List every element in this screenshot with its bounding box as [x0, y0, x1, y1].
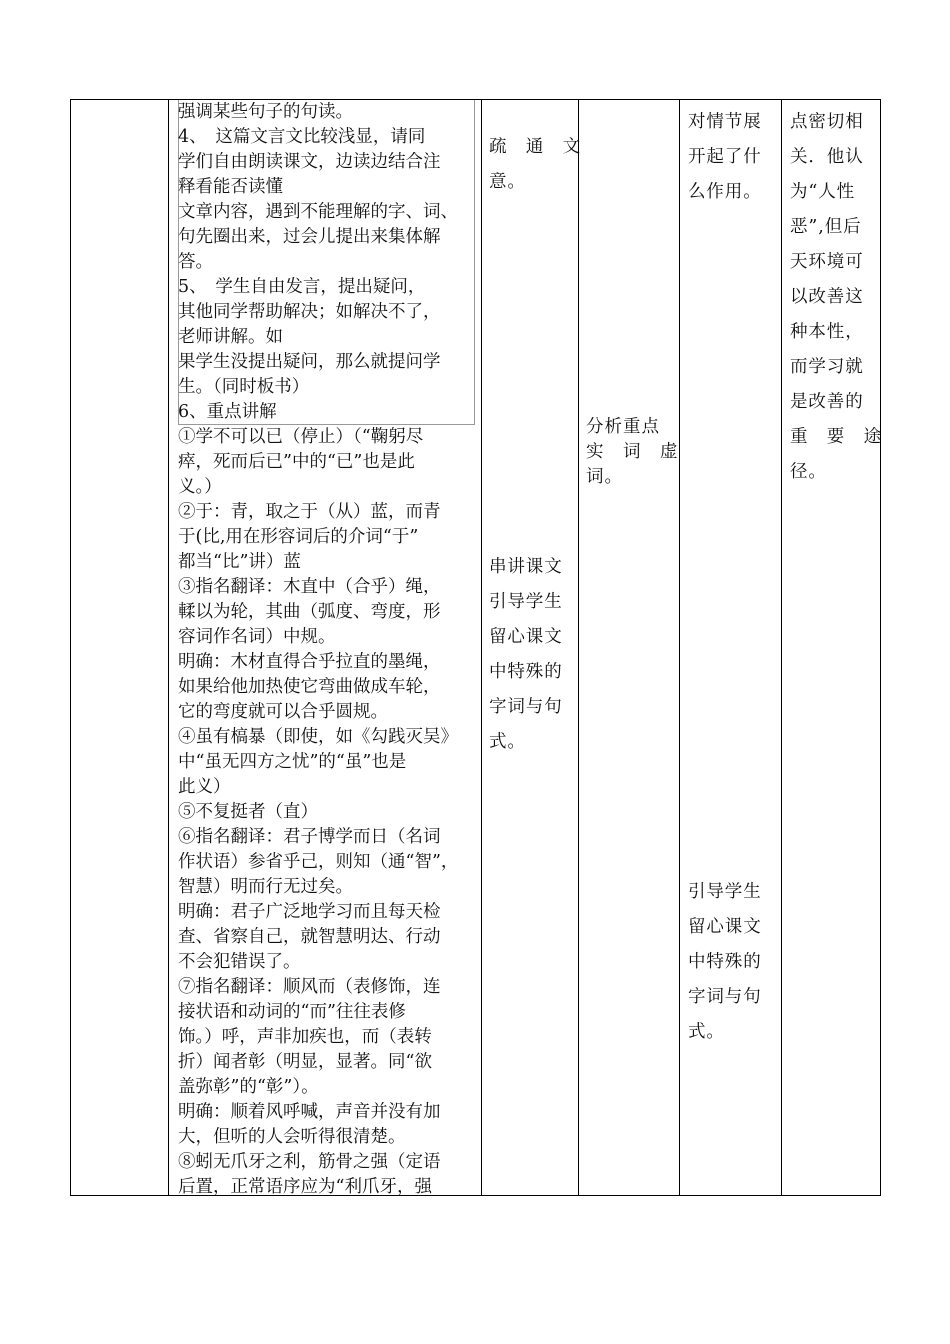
- text-line: 答。: [178, 252, 213, 272]
- text-line: 不会犯错误了。: [178, 952, 301, 972]
- column-divider: [168, 100, 169, 1195]
- text-line: ⑦指名翻译：顺风而（表修饰，连: [178, 977, 441, 997]
- text-line: 留心课文: [489, 627, 563, 647]
- text-line: 引导学生: [688, 882, 762, 902]
- text-line: 种本性，: [790, 322, 864, 342]
- text-line: 对情节展: [688, 112, 762, 132]
- text-line: 关．他认: [790, 147, 864, 167]
- column-divider: [578, 100, 579, 1195]
- text-line: 而学习就: [790, 357, 864, 377]
- text-line: ①学不可以已（停止）（“鞠躬尽: [178, 427, 424, 447]
- text-line: 都当“比”讲）蓝: [178, 552, 301, 572]
- text-line: 疏 通 文: [489, 137, 581, 157]
- text-line: 中特殊的: [489, 662, 563, 682]
- text-line: 中特殊的: [688, 952, 762, 972]
- text-line: 意。: [489, 172, 526, 192]
- text-line: 文章内容，遇到不能理解的字、词、: [178, 202, 458, 222]
- text-line: 饰。）呼，声非加疾也，而（表转: [178, 1027, 432, 1047]
- text-line: 句先圈出来，过会儿提出来集体解: [178, 227, 441, 247]
- text-line: 实 词 虚: [586, 442, 679, 462]
- text-line: 智慧）明而行无过矣。: [178, 877, 353, 897]
- text-line: 字词与句: [489, 697, 563, 717]
- text-line: 盖弥彰”的“彰”）。: [178, 1077, 319, 1097]
- text-line: 强调某些句子的句读。: [178, 102, 353, 122]
- text-line: 如果给他加热使它弯曲做成车轮，: [178, 677, 441, 697]
- text-line: 重 要 途: [790, 427, 882, 447]
- text-line: 天环境可: [790, 252, 864, 272]
- column-divider: [781, 100, 782, 1195]
- text-line: 瘁，死而后已”中的“已”也是此: [178, 452, 415, 472]
- text-line: 果学生没提出疑问，那么就提问学: [178, 352, 441, 372]
- text-line: 作状语）参省乎己，则知（通“智”，: [178, 852, 459, 872]
- text-line: 折）闻者彰（明显，显著。同“欲: [178, 1052, 432, 1072]
- text-line: 开起了什: [688, 147, 762, 167]
- text-line: 串讲课文: [489, 557, 563, 577]
- text-line: 4、 这篇文言文比较浅显，请同: [178, 127, 426, 147]
- text-line: 恶”,但后: [790, 217, 862, 237]
- text-line: 輮以为轮，其曲（弧度、弯度，形: [178, 602, 441, 622]
- text-line: ⑥指名翻译：君子博学而日（名词: [178, 827, 441, 847]
- text-line: ②于：青，取之于（从）蓝，而青: [178, 502, 441, 522]
- text-line: 留心课文: [688, 917, 762, 937]
- text-line: 词。: [586, 467, 623, 487]
- text-line: 中“虽无四方之忧”的“虽”也是: [178, 752, 407, 772]
- text-line: 后置，正常语序应为“利爪牙，强: [178, 1177, 432, 1197]
- text-line: 引导学生: [489, 592, 563, 612]
- text-line: 生。（同时板书）: [178, 377, 310, 397]
- text-line: 6、重点讲解: [178, 402, 277, 422]
- text-line: 径。: [790, 462, 827, 482]
- text-line: 以改善这: [790, 287, 864, 307]
- text-line: ⑧蚓无爪牙之利，筋骨之强（定语: [178, 1152, 441, 1172]
- text-line: 分析重点: [586, 417, 660, 437]
- text-line: 明确：君子广泛地学习而且每天检: [178, 902, 441, 922]
- text-line: 接状语和动词的“而”往往表修: [178, 1002, 406, 1022]
- text-line: 式。: [489, 732, 526, 752]
- text-line: ⑤不复挺者（直）: [178, 802, 318, 822]
- text-line: 5、 学生自由发言，提出疑问，: [178, 277, 426, 297]
- text-line: 其他同学帮助解决；如解决不了，: [178, 302, 441, 322]
- text-line: 大，但听的人会听得很清楚。: [178, 1127, 406, 1147]
- lesson-plan-table: [70, 99, 881, 1196]
- column-divider: [481, 100, 482, 1195]
- text-line: 点密切相: [790, 112, 864, 132]
- text-line: 学们自由朗读课文，边读边结合注: [178, 152, 441, 172]
- column-divider: [679, 100, 680, 1195]
- text-line: 于(比,用在形容词后的介词“于”: [178, 527, 419, 547]
- text-line: 是改善的: [790, 392, 864, 412]
- text-line: 为“人性: [790, 182, 856, 202]
- text-line: 此义）: [178, 777, 231, 797]
- text-line: 式。: [688, 1022, 725, 1042]
- text-line: ④虽有槁暴（即使，如《勾践灭吴》: [178, 727, 458, 747]
- text-line: ③指名翻译：木直中（合乎）绳，: [178, 577, 441, 597]
- teaching-content-cell: [178, 100, 481, 1200]
- text-line: 明确：木材直得合乎拉直的墨绳，: [178, 652, 441, 672]
- text-line: 字词与句: [688, 987, 762, 1007]
- text-line: 义。）: [178, 477, 222, 497]
- text-line: 容词作名词）中规。: [178, 627, 336, 647]
- text-line: 它的弯度就可以合乎圆规。: [178, 702, 388, 722]
- text-line: 明确：顺着风呼喊，声音并没有加: [178, 1102, 441, 1122]
- text-line: 释看能否读懂: [178, 177, 283, 197]
- text-line: 查、省察自己，就智慧明达、行动: [178, 927, 441, 947]
- text-line: 么作用。: [688, 182, 762, 202]
- text-line: 老师讲解。如: [178, 327, 283, 347]
